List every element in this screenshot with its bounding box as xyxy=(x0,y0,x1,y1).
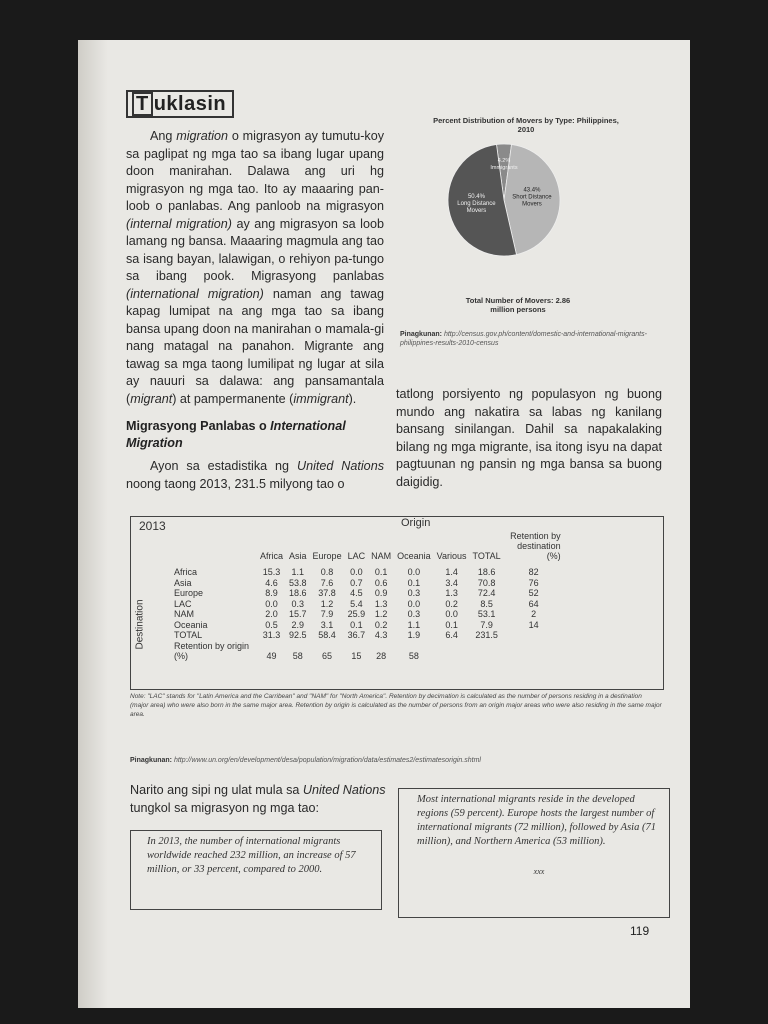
row-label: Europe xyxy=(174,588,204,598)
table-cell: 0.2 xyxy=(374,619,388,630)
table-cell: 31.3 xyxy=(262,630,281,640)
pie-chart xyxy=(444,140,564,290)
intro-paragraph xyxy=(126,128,384,408)
table-cell: 2.9 xyxy=(291,619,305,630)
table-cell: 25.9 xyxy=(347,609,366,619)
table-cell: 0.3 xyxy=(407,609,421,619)
chart-source-url: http://census.gov.ph/content/domestic-and-international-migrants-philippines-results-2010-census xyxy=(400,331,647,347)
table-cell: 1.3 xyxy=(374,598,388,609)
pie-label-immigrants: 4.2% Immigrants xyxy=(490,157,518,171)
table-cell: 231.5 xyxy=(475,630,498,640)
section-heading-italic: International Migration xyxy=(126,419,346,450)
table-cell: 0.0 xyxy=(445,609,458,619)
table-source xyxy=(130,756,670,765)
table-cell: 0.0 xyxy=(407,598,421,609)
table-cell: 70.8 xyxy=(477,577,496,588)
text-run: naman ang tawag kapag lumipat na ang mga tao sa ibang bansa upang doon na manirahan o mamala-gi nang matagal na panahon. Migrante ang tawag sa mga taong lumilipat ng lugar at sila ay nauuri sa dalawa: ang pansamantala ( xyxy=(126,286,385,406)
table-cell: 0.1 xyxy=(407,577,421,588)
statistics-paragraph xyxy=(126,458,384,493)
text-run: migrant xyxy=(130,391,173,406)
row-label: Asia xyxy=(174,577,192,588)
table-row xyxy=(171,609,564,620)
table-cell: 15.3 xyxy=(262,567,281,577)
table-cell: 36.7 xyxy=(347,630,366,640)
table-cell: 0.0 xyxy=(350,567,363,577)
text-run: ay ang migrasyon sa loob lamang ng bansa. Maaaring magmula ang tao sa isang bayan, lalawigan, o rehiyon pa-tungo sa ibang pook. Migrasyong panlabas xyxy=(126,216,384,283)
chart-source-label: Pinagkunan: xyxy=(400,331,443,338)
column-header: Europe xyxy=(312,550,342,561)
chart-source xyxy=(400,330,658,348)
table-cell xyxy=(504,630,564,641)
quote-intro-text-end: tungkol sa migrasyon ng mga tao: xyxy=(130,800,320,815)
table-cell xyxy=(504,641,564,662)
column-header: LAC xyxy=(347,550,366,561)
row-label: Oceania xyxy=(174,619,208,630)
column-header: Africa xyxy=(260,550,284,561)
pie-label-short-distance-movers: 43.4% Short Distance Movers xyxy=(512,187,552,208)
table-header-row xyxy=(171,531,564,567)
quote-intro-italic: United Nations xyxy=(302,783,386,797)
chart-title: Percent Distribution of Movers by Type: Philippines, 2010 xyxy=(433,116,619,134)
column-header: Asia xyxy=(289,550,307,561)
table-corner xyxy=(171,531,257,567)
text-run: United Nations xyxy=(296,459,384,473)
table-cell: 5.4 xyxy=(350,598,363,609)
table-destination-label-wrap xyxy=(133,591,147,661)
table-cell: 1.2 xyxy=(320,598,334,609)
row-label: Retention by origin (%) xyxy=(174,640,250,661)
table-cell: 49 xyxy=(266,651,277,661)
table-row xyxy=(171,588,564,599)
table-row xyxy=(171,578,564,589)
column-header: Various xyxy=(436,550,467,561)
table-cell: 58 xyxy=(292,651,303,661)
table-cell: 58.4 xyxy=(318,630,336,640)
pie-label-long-distance-movers: 50.4% Long Distance Movers xyxy=(457,193,496,214)
quote-left-text: In 2013, the number of international migrants worldwide reached 232 million, an increase of 57 million, or 33 percent, compared to 2000. xyxy=(147,836,356,875)
page-number: 119 xyxy=(630,924,650,938)
table-cell: 0.8 xyxy=(320,567,334,577)
table-cell: 53.8 xyxy=(289,577,307,588)
quote-intro-text: Narito ang sipi ng ulat mula sa xyxy=(130,783,303,797)
text-run: tatlong porsiyento ng populasyon ng buong mundo ang nakatira sa labas ng kanilang bansang sinilangan. Dahil sa napakalaking bilang ng mga migrante, isa itong isyu na dapat pagtuunan ng pansin ng mga bansa sa buong daigidig. xyxy=(396,387,662,489)
table-cell: 76 xyxy=(528,577,539,588)
table-cell: 65 xyxy=(322,651,333,661)
table-cell: 1.1 xyxy=(407,619,421,630)
table-cell: 7.6 xyxy=(320,577,334,588)
text-run: ). xyxy=(348,391,357,406)
row-label: LAC xyxy=(174,598,192,609)
table-row xyxy=(171,641,564,662)
table-note: Note: "LAC" stands for "Latin America and the Carribean" and "NAM" for "North America". Retention by decimation is calculated as the number of persons residing in a destination (major area) who were also born in the same major area. Retention by origin is calculated as the number of persons from an origin major areas who were also residing in the same major area. xyxy=(130,693,662,718)
column-header: Retention by destination (%) xyxy=(510,531,561,561)
table-cell: 0.6 xyxy=(374,577,388,588)
text-run: Ang xyxy=(150,129,177,143)
table-cell xyxy=(470,641,504,662)
table-row xyxy=(171,599,564,610)
table-cell: 1.9 xyxy=(407,630,421,640)
table-cell: 0.3 xyxy=(407,588,421,598)
table-cell: 53.1 xyxy=(477,609,496,619)
text-run: migration xyxy=(176,129,229,143)
table-cell: 72.4 xyxy=(477,588,496,598)
section-heading-text: Migrasyong Panlabas o xyxy=(126,419,271,433)
text-run: (international migration) xyxy=(126,286,264,301)
column-header: Oceania xyxy=(397,550,431,561)
text-run: (internal migration) xyxy=(126,216,232,231)
table-cell: 18.6 xyxy=(477,567,496,577)
table-row xyxy=(171,630,564,641)
table-cell: 6.4 xyxy=(445,630,458,640)
table-cell: 3.4 xyxy=(445,577,458,588)
table-cell: 82 xyxy=(528,567,539,577)
table-source-label: Pinagkunan: xyxy=(130,757,173,764)
section-heading xyxy=(126,418,384,452)
table-origin-label: Origin xyxy=(401,517,431,529)
table-cell: 2 xyxy=(531,609,537,619)
table-cell: 28 xyxy=(376,651,387,661)
quote-left-box xyxy=(130,830,382,910)
table-cell: 0.0 xyxy=(407,567,421,577)
table-cell: 0.1 xyxy=(374,567,388,577)
table-row xyxy=(171,620,564,631)
table-cell: 8.5 xyxy=(480,598,493,609)
table-cell: 7.9 xyxy=(480,619,493,630)
quote-intro xyxy=(130,782,392,817)
table-cell: 64 xyxy=(528,598,539,609)
section-title-rest: uklasin xyxy=(153,93,227,115)
table-cell: 1.3 xyxy=(445,588,458,598)
migration-table-box xyxy=(130,516,664,690)
section-title-initial: T xyxy=(132,92,153,116)
row-label: Africa xyxy=(174,567,198,577)
column-header: NAM xyxy=(371,550,392,561)
table-cell: 0.1 xyxy=(445,619,458,630)
table-cell: 0.9 xyxy=(374,588,388,598)
table-cell xyxy=(434,641,470,662)
text-run: immigrant xyxy=(293,391,349,406)
statistics-paragraph-continued xyxy=(396,386,662,491)
text-run: ) at pampermanente ( xyxy=(172,391,294,406)
book-page xyxy=(78,40,690,1008)
migration-table xyxy=(171,531,564,662)
table-cell: 3.1 xyxy=(320,619,334,630)
table-cell: 15.7 xyxy=(289,609,307,619)
section-title xyxy=(126,90,234,118)
table-cell: 8.9 xyxy=(265,588,278,598)
text-run: Ayon sa estadistika ng xyxy=(150,459,297,473)
row-label: NAM xyxy=(174,609,194,619)
table-cell: 0.0 xyxy=(265,598,278,609)
table-cell: 4.6 xyxy=(265,577,278,588)
table-cell: 0.3 xyxy=(291,598,305,609)
table-cell: 52 xyxy=(528,588,539,598)
table-cell: 0.5 xyxy=(265,619,278,630)
text-run: noong taong 2013, 231.5 milyong tao o xyxy=(126,476,345,491)
table-cell: 37.8 xyxy=(318,588,336,598)
table-cell: 2.0 xyxy=(265,609,278,619)
table-cell: 18.6 xyxy=(289,588,307,598)
table-cell: 0.7 xyxy=(350,577,363,588)
table-cell: 4.3 xyxy=(374,630,388,640)
chart-total: Total Number of Movers: 2.86 million persons xyxy=(465,296,571,314)
table-source-url: http://www.un.org/en/development/desa/population/migration/data/estimates2/estimatesorigin.shtml xyxy=(173,757,481,764)
table-cell: 1.2 xyxy=(374,609,388,619)
table-cell: 15 xyxy=(351,651,362,661)
table-row xyxy=(171,567,564,578)
column-header: TOTAL xyxy=(472,550,501,561)
table-cell: 1.4 xyxy=(445,567,458,577)
quote-right-text: Most international migrants reside in the developed regions (59 percent). Europe hosts the largest number of international migrants (72 million), followed by Asia (71 million), and Northern America (53 million). xyxy=(417,794,656,847)
table-cell: 58 xyxy=(408,651,419,661)
table-year: 2013 xyxy=(139,519,166,533)
table-cell: 4.5 xyxy=(350,588,363,598)
quote-right-box xyxy=(398,788,670,918)
quote-right-signature: xxx xyxy=(533,867,545,876)
text-run: o migrasyon ay tumutu-koy sa paglipat ng mga tao sa ibang lugar upang doon manirahan. Dalawa ang uri hg migrasyon ng mga tao. Ito ay maaaring pan-loob o panlabas. Ang panloob na migrasyon xyxy=(126,129,384,213)
table-cell: 7.9 xyxy=(320,609,334,619)
table-cell: 0.2 xyxy=(445,598,458,609)
table-cell: 0.1 xyxy=(350,619,363,630)
table-cell: 92.5 xyxy=(289,630,307,640)
table-cell: 14 xyxy=(528,619,539,630)
table-destination-label: Destination xyxy=(134,599,146,650)
table-cell: 1.1 xyxy=(291,567,305,577)
row-label: TOTAL xyxy=(174,630,203,640)
